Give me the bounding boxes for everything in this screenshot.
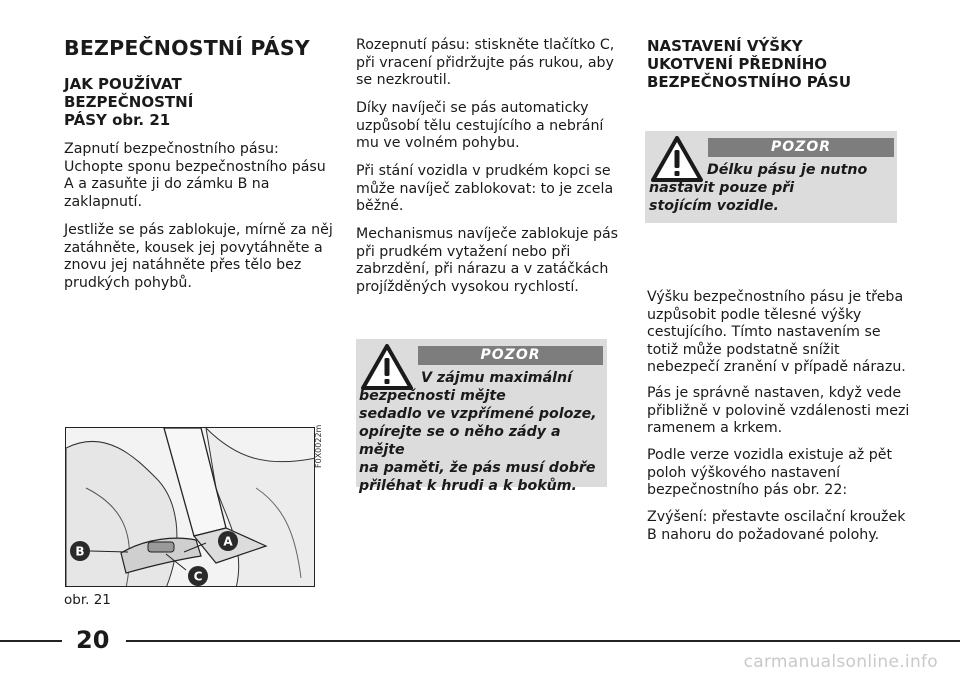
seatbelt-buckle-figure: [65, 427, 315, 587]
figure-code: F0X0022m: [314, 425, 323, 469]
callout-c-label: C: [193, 569, 203, 584]
section-title: BEZPEČNOSTNÍ PÁSY: [64, 36, 310, 60]
height-paragraph: Výšku bezpečnostního pásu je třeba uzpůsobit podle tělesné výšky cestujícího. Tímto nastavením se totiž může podstatně snížit nebezpečí zranění v případě nárazu.: [647, 289, 906, 376]
warning-label: POZOR: [418, 346, 603, 365]
warning-label: POZOR: [708, 138, 894, 157]
figure-caption: obr. 21: [64, 592, 111, 608]
fastening-paragraph: Zapnutí bezpečnostního pásu: Uchopte sponu bezpečnostního pásu A a zasuňte ji do zámku B na zaklapnutí.: [64, 141, 326, 210]
footer-rule-right: [126, 640, 960, 642]
height-adjustment-heading: NASTAVENÍ VÝŠKY UKOTVENÍ PŘEDNÍHO BEZPEČNOSTNÍHO PÁSU: [647, 37, 852, 91]
mechanism-paragraph: Mechanismus navíječe zablokuje pás při prudkém vytažení nebo při zabrzdění, při nárazu a v zatáčkách projížděných vysokou rychlostí.: [356, 226, 619, 295]
footer-rule-left: [0, 640, 62, 642]
warning-box-posture: [356, 339, 607, 494]
retractor-paragraph: Díky navíječi se pás automaticky uzpůsobí tělu cestujícího a nebrání mu ve volném pohybu.: [356, 100, 604, 152]
how-to-use-heading: JAK POUŽÍVAT BEZPEČNOSTNÍ PÁSY obr. 21: [64, 75, 194, 129]
blocked-belt-paragraph: Jestliže se pás zablokuje, mírně za něj zatáhněte, kousek jej povytáhněte a znovu jej natáhněte přes tělo bez prudkých pohybů.: [64, 222, 333, 291]
seatbelt-buckle-illustration: [66, 428, 315, 587]
page-number: 20: [76, 626, 110, 654]
raising-paragraph: Zvýšení: přestavte oscilační kroužek B nahoru do požadované polohy.: [647, 509, 906, 543]
unfastening-paragraph: Rozepnutí pásu: stiskněte tlačítko C, při vracení přidržujte pás rukou, aby se nezkroutil.: [356, 37, 615, 89]
slope-paragraph: Při stání vozidla v prudkém kopci se může navíječ zablokovat: to je zcela běžné.: [356, 163, 614, 215]
positions-paragraph: Podle verze vozidla existuje až pět poloh výškového nastavení bezpečnostního pás obr. 22:: [647, 447, 893, 499]
warning-box-length: [645, 131, 897, 223]
watermark: carmanualsonline.info: [743, 652, 938, 672]
warning-text: V zájmu maximální bezpečnosti mějte sedadlo ve vzpřímené poloze, opírejte se o něho zády a mějte na paměti, že pás musí dobře přiléhat k hrudi a k bokům.: [359, 370, 597, 494]
correct-position-paragraph: Pás je správně nastaven, když vede přibližně v polovině vzdálenosti mezi ramenem a krkem.: [647, 385, 910, 437]
callout-b-label: B: [75, 544, 85, 559]
callout-a-label: A: [223, 534, 233, 549]
warning-text: Délku pásu je nutno nastavit pouze při stojícím vozidle.: [649, 162, 868, 214]
